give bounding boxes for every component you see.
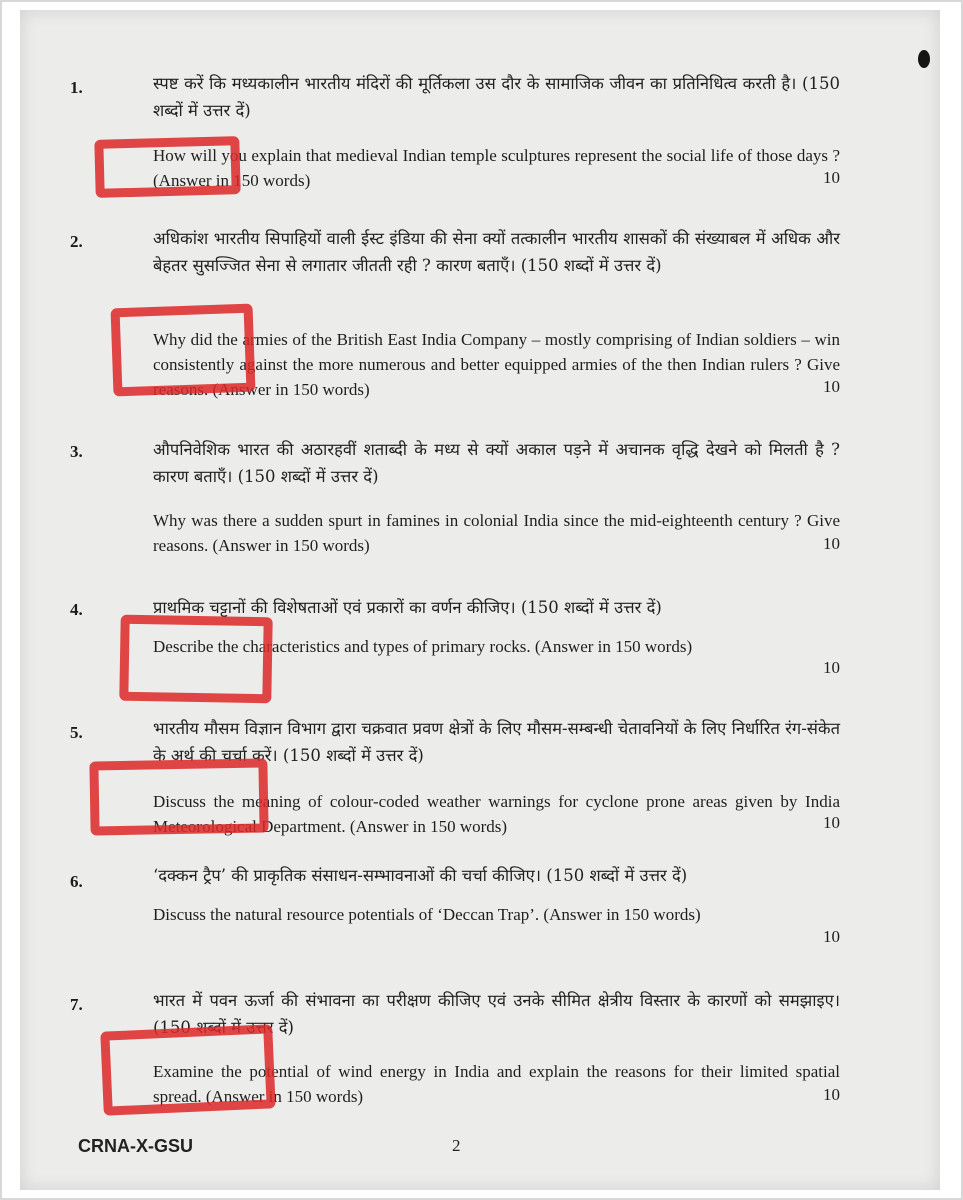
question-number: 7. — [70, 995, 83, 1014]
question-hindi: औपनिवेशिक भारत की अठारहवीं शताब्दी के मध्य से क्यों अकाल पड़ने में अचानक वृद्धि देखने को मिलती है ? कारण बताएँ। (150 शब्दों में उत्तर दें) — [153, 440, 840, 486]
question-hindi: भारत में पवन ऊर्जा की संभावना का परीक्षण कीजिए एवं उनके सीमित क्षेत्रीय विस्तार के कारणों को समझाइए। (150 शब्दों में उत्तर दें) — [153, 991, 840, 1037]
annotation-box-q2 — [111, 304, 256, 397]
question-number: 4. — [70, 600, 83, 619]
question-6 — [70, 862, 840, 952]
annotation-box-q4 — [119, 615, 272, 704]
question-english: Discuss the meaning of colour-coded weather warnings for cyclone prone areas given by India Meteorological Department. (Answer in 150 words) — [153, 792, 840, 836]
paper-code: CRNA-X-GSU — [78, 1136, 193, 1156]
question-hindi: स्पष्ट करें कि मध्यकालीन भारतीय मंदिरों की मूर्तिकला उस दौर के सामाजिक जीवन का प्रतिनिधित्व करती है। (150 शब्दों में उत्तर दें) — [153, 74, 840, 120]
question-english: Why did the armies of the British East India Company – mostly comprising of Indian soldiers – win consistently against the more numerous and better equipped armies of the then Indian rulers ? Give reasons. (Answer in 150 words) — [153, 330, 840, 399]
question-hindi: अधिकांश भारतीय सिपाहियों वाली ईस्ट इंडिया की सेना क्यों तत्कालीन भारतीय शासकों की संख्याबल में अधिक और बेहतर सुसज्जित सेना से लगातार जीतती रही ? कारण बताएँ। (150 शब्दों में उत्तर दें) — [153, 229, 840, 275]
question-marks: 10 — [823, 927, 840, 946]
annotation-box-q1 — [94, 136, 240, 198]
question-marks: 10 — [823, 168, 840, 187]
question-marks: 10 — [823, 534, 840, 553]
question-number: 6. — [70, 872, 83, 891]
question-english: Describe the characteristics and types of primary rocks. (Answer in 150 words) — [153, 637, 693, 656]
annotation-box-q7 — [100, 1024, 276, 1115]
page-number: 2 — [452, 1136, 461, 1155]
question-english: Discuss the natural resource potentials of ‘Deccan Trap’. (Answer in 150 words) — [153, 905, 701, 924]
punch-hole — [918, 50, 930, 68]
question-english: How will you explain that medieval Indian temple sculptures represent the social life of those days ? (Answer in 150 words) — [153, 146, 840, 190]
question-marks: 10 — [823, 377, 840, 396]
question-number: 5. — [70, 723, 83, 742]
question-hindi: भारतीय मौसम विज्ञान विभाग द्वारा चक्रवात प्रवण क्षेत्रों के लिए मौसम-सम्बन्धी चेतावनियों के लिए निर्धारित रंग-संकेत के अर्थ की चर्चा करें। (150 शब्दों में उत्तर दें) — [153, 719, 840, 765]
annotation-box-q5 — [89, 758, 268, 835]
question-marks: 10 — [823, 658, 840, 677]
question-marks: 10 — [823, 1085, 840, 1104]
question-hindi: प्राथमिक चट्टानों की विशेषताओं एवं प्रकारों का वर्णन कीजिए। (150 शब्दों में उत्तर दें) — [153, 598, 662, 617]
question-number: 2. — [70, 232, 83, 251]
question-number: 1. — [70, 78, 83, 97]
question-hindi: ‘दक्कन ट्रैप’ की प्राकृतिक संसाधन-सम्भावनाओं की चर्चा कीजिए। (150 शब्दों में उत्तर दें) — [153, 866, 688, 885]
question-marks: 10 — [823, 813, 840, 832]
question-english: Examine the potential of wind energy in India and explain the reasons for their limited spatial spread. (Answer in 150 words) — [153, 1062, 840, 1106]
question-3 — [70, 436, 840, 566]
question-number: 3. — [70, 442, 83, 461]
question-english: Why was there a sudden spurt in famines in colonial India since the mid-eighteenth century ? Give reasons. (Answer in 150 words) — [153, 511, 840, 555]
